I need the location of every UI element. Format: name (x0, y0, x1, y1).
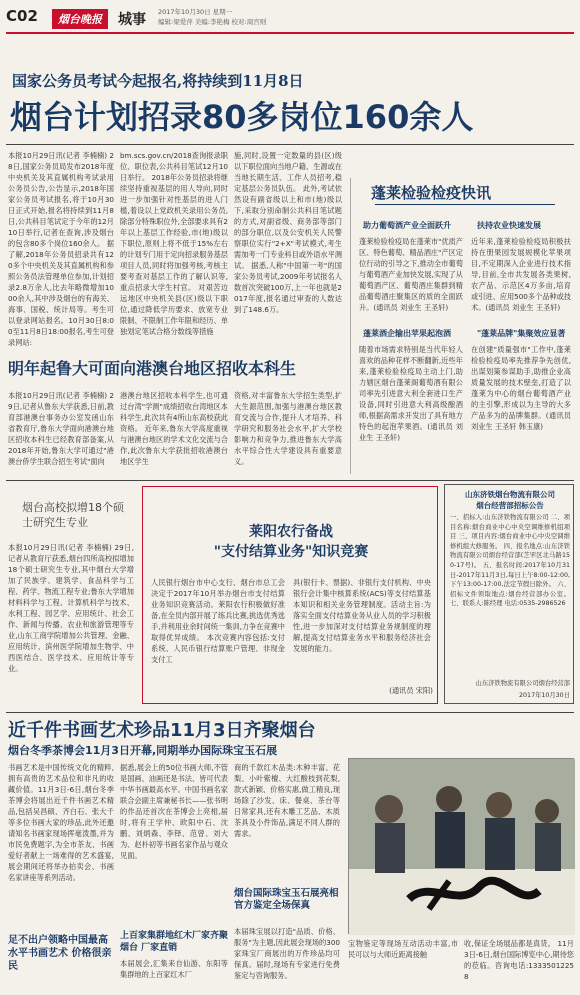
ocean-col-1: 本报10月29日讯(记者 李楠楠) 29日,记者从鲁东大学获悉,日前,教育部港澳台事务办公室发函山东省教育厅,鲁东大学面向港澳台地区招收本科生已经教育部备案,从2018年开始,鲁东大学可通过"港澳台侨学生联合招生考试"面向 (8, 391, 114, 466)
inspection-item1-body: 蓬莱检验检疫局在蓬莱市"优质产区、特色葡萄、精品酒庄"产区定位行动的引导之下,推动全市葡萄与葡萄酒产业加快发展,实现了从葡萄酒产区、葡萄酒庄集群到精品葡萄酒庄聚集区的质的全面跃升。(通讯员 刘业生 王圣轩) (359, 237, 463, 312)
ocean-col-3: 资格,对丰富鲁东大学招生类型,扩大生源范围,加强与港澳台地区教育交流与合作,提升人才培养、科学研究和服务社会水平,扩大学校影响力和竞争力,推进鲁东大学高水平综合性大学建设具有重要意义。 (234, 391, 342, 466)
photo-illustration (349, 759, 575, 935)
art-headline: 近千件书画艺术珍品11月3日齐聚烟台 (8, 720, 316, 741)
art-col-1: 书画艺术是中国传统文化的精粹,拥有高贵的艺术品位和非凡的收藏价值。11月3日-6日,烟台冬季茶博会将展出近千件书画艺术精品,包括吴昌硕、齐白石、张大千等多位书画大家的珍品,此外还邀请知名书画家现场挥毫泼墨,并为市民免费题字,为全市茶友、书画爱好者献上一场难得的艺术盛宴,展会期间还将举办拍卖会、书画名家讲座等系列活动。 (8, 763, 114, 882)
art-col3-sub: 烟台国际珠宝玉石展亮相 官方鉴定全场保真 (234, 888, 339, 911)
quiz-byline: (通讯员 宋阳) (389, 686, 433, 695)
quiz-col-1: 人民银行烟台市中心支行、烟台市总工会决定于2017年10月举办烟台市支付结算业务知识竞赛活动。莱阳农行积极做好准备,在全员内部开展了练兵比赛,挑选优秀选手,并利用业余时间统一集训,力争在竞赛中取得优异成绩。 本次竞赛内容包括:支付系统、人民币银行结算账户管理、非现金支付工 (151, 578, 285, 664)
postgrad-body: 本报10月29日讯(记者 李楠楠) 29日,记者从教育厅获悉,烟台四所高校拟增加18个硕士研究生专业,其中烟台大学增加了民族学、建筑学、食品科学与工程、药学、物流工程专业;鲁东大学增加材料科学与工程、计算机科学与技术、水利工程、园艺学、应用统计、社会工作、新闻与传播、农业和旅游管理等专业,山东工商学院增加公共管理、金融、应用统计、滨州医学院增加生物学、中西医结合、医学技术、应用统计等专业。 (8, 543, 134, 673)
newspaper-logo: 烟台晚报 (52, 9, 108, 29)
art-col2-sub: 上百家集群地红木厂家齐聚烟台 厂家直销 (120, 931, 229, 953)
inspection-item2-body: 近年来,蓬莱检验检疫局积极扶持在册果园发展规模化苹果项目,不定期深入企业进行技术指导,目前,全市共发展各类果树,农产品、示范区4万多亩,培育或引进、应用500多个品种或技术。(通讯员 刘业生 王圣轩) (471, 237, 571, 312)
ocean-col-2: 港澳台地区招收本科学生,也可通过台湾"学测"成绩招收台湾地区本科学生,此次共有4所山东高校获此资格。 近年来,鲁东大学高度重视与港澳台地区的学术文化交流与合作,此次鲁东大学获批招收港澳台地区学生 (120, 391, 228, 466)
postgrad-headline: 烟台高校拟增18个硕士研究生专业 (22, 501, 124, 529)
quiz-title-1: 莱阳农行备战 (249, 524, 333, 540)
art-col-3: 商的千款红木品类:木种丰富、花梨、小叶紫檀、大红酸枝到花梨,款式新颖、价格实惠,做工精良,现场除了沙发、床、餐桌、茶台等日常家具,还有木雕工艺品、木质茶具及小件饰品,满足不同人群的需求。 (234, 763, 340, 838)
inspection-title-rule (375, 204, 555, 205)
photo-caption: 宝物鉴定等现场互动活动丰富,市民可以与大师近距离接触 (348, 939, 458, 959)
header-date: 2017年10月30日 星期一 (158, 8, 233, 16)
inspection-title: 蓬莱检验检疫快讯 (371, 184, 492, 202)
art-col1-sub: 足不出户领略中国最高水平书画艺术 价格很亲民 (8, 935, 112, 972)
ocean-headline: 明年起鲁大可面向港澳台地区招收本科生 (8, 359, 297, 378)
notice-title: 山东济铁烟台物流有限公司 (465, 490, 555, 499)
inspection-item3-body: 随着市场需求特别是当代年轻人喜欢的品种花样不断翻新,近些年来,蓬莱检验检疫局主动上门,助力辖区烟台蓬莱阁葡萄酒有限公司率先引进意大利全套进口生产设备,同时引进意大利高级酿酒师,根据高需求开发出了具有地方特色的起泡苹果酒。(通讯员 刘业生 王圣轩) (359, 345, 463, 442)
page-number: C02 (6, 7, 38, 25)
inspection-box (350, 178, 572, 474)
civil-headline: 烟台计划招录80多岗位160余人 (10, 98, 474, 136)
civil-col-3: 施,同时,设置一定数量的县(区)级以下职位面向当地户籍、生源或在当地长期生活、工作人员招考,稳定基层公务员队伍。 此外,考试依然设有副省级以上和市(地)级以下,采取分别命制公共科目笔试题的方式,对副省级、商务部等部门的部分职位,以及公安机关人民警察职位实行"2+X"考试模式,考生需加考一门专业科目或外语水平测试。 据悉,人称"中国第一考"的国家公务员考试,2009年考试报名人数首次突破100万,上一年也就是2017年度,报名通过审查的人数达到了148.6万。 (234, 151, 342, 314)
inspection-item2-title: 扶持农业快速发展 (477, 221, 541, 230)
inspection-item4-title: "蓬莱品牌"集聚效应显著 (477, 329, 566, 338)
notice-date: 2017年10月30日 (519, 692, 570, 699)
header-staff: 编辑:梁爱萍 美编:李艳梅 校对:周宫则 (158, 18, 267, 26)
inspection-item4-body: 在创建"质量强市"工作中,蓬莱检验检疫局率先推荐争先创优,出谋划策参谋助手,助推企业高质量发展的技术壁垒,打造了以蓬莱为中心的烟台葡萄酒产业的主引擎,形成以为主导的大多产品多为的品牌集群。(通讯员 刘业生 王圣轩 韩玉康) (471, 345, 571, 431)
art-col-2: 据悉,展会上的50位书画大师,不管是国画、油画还是书法、皆可代表中华书画最高水平。中国书画名家联合会副主席兼秘书长——张书明的作品还首次在茶博会上亮相,届时,将有王学仲、欧阳中石、沈鹏、刘炳森、李铎、范曾、刘大为、赵朴初等书画名家作品与观众见面。 (120, 763, 228, 860)
inspection-item1-title: 助力葡萄酒产业全面跃升 (363, 221, 451, 230)
civil-col-2: bm.scs.gov.cn/2018查询报录职位、职位表,公共科目笔试12月10日举行。 2018年公务员招录将继续坚持重视基层的用人导向,同时进一步加强针对性基层的进人门槛,着设以上党政机关录用公务员,除部分特殊职位外,全部要求具有2年以上基层工作经验,市(地)级以下职位,原则上将不低于15%左右的计划专门用于定向招录服务基层项目人员,同时将加强考核,考核主要考查对基层工作的了解认识等,重点招录大学生村官。 对艰苦边远地区中央机关县(区)级以下职位,通过降低学历要求、放宽专业限制、不限制工作年限和经历、单独划定笔试合格分数线等措施 (120, 151, 228, 336)
lower-rule (6, 712, 574, 713)
notice-footer: 山东济铁物流有限公司烟台经营部 (475, 680, 570, 687)
art-col-4: 收,保证全场展品都是真货。 11月3日-6日,烟台国际博览中心,期待您的莅临。咨询电话:13335012258 (464, 939, 574, 981)
notice-title-2: 烟台经营部招标公告 (476, 501, 544, 510)
calligraphy-photo (348, 758, 574, 934)
tender-notice (444, 484, 574, 704)
quiz-col-2: 具(银行卡、票据)、非银行支付机构、中央银行会计集中核算系统(ACS)等支付结算基本知识和相关业务管理制度。活动主旨:为落实全面支付结算业务从业人员的学习积极性,进一步加深对支付结算业务规制度的理解,提高支付结算业务水平和服务经济社会发展的能力。 (293, 578, 431, 653)
art-col-3b: 本届珠宝展以打造"品质、价格、服务"为主题,因此展会现场的300家珠宝厂商展出的万件珍品均可保真。届时,现场有专家进行免费鉴定与咨询服务。 (234, 927, 340, 980)
mid-rule (6, 480, 574, 481)
quiz-title-2: "支付结算业务"知识竞赛 (213, 544, 369, 560)
civil-rule (6, 144, 574, 145)
civil-col-1: 本报10月29日讯(记者 李楠楠) 28日,国家公务员局发布2018年度中央机关及其直属机构考试录用公务员公告,公告显示,2018年国家公务员考试报名,将于10月30日正式开始,报名将持续到11月8日,公共科目笔试定于今年的12月10日举行,记者在查询,涉及烟台的包含80多个岗位160余人。 据了解,2018年公务员招录共有120多个中央机关及其直属机构和参照公务员法管理单位参加,计划招录2.8万余人,比去年略微增加1000余人,其中涉及烟台的有海关、海事、国税、统计局等。考生可以登录网站报名。10月30日8:00至11月8日18:00报名,考生可登录网站: (8, 151, 114, 347)
section-title: 城事 (118, 12, 146, 28)
quiz-box (142, 486, 438, 704)
notice-body: 一、招标人:山东济铁物流有限公司 二、项目名称:烟台商业中心中央空调维修机组项目 三、项目内容:烟台商业中心中央空调维修机组大修服务。 四、报名地点:山东济铁物流有限公司烟台经营部(芝罘区北马路150-17号)。 五、报名时间:2017年10月31日-2017年11月3日,每日上午8:00-12:00,下午13:00-17:00,法定节假日除外。 六、招标文件领取地点:烟台经营部办公室。 七、联系人:陈经理 电话:0535-2986526 (450, 514, 570, 608)
header-rule (6, 32, 574, 34)
art-subhead: 烟台冬季茶博会11月3日开幕,同期举办国际珠宝玉石展 (8, 744, 278, 757)
civil-kicker: 国家公务员考试今起报名,将持续到11月8日 (12, 72, 304, 90)
art-col-2b: 本届展会,汇集来自仙游、东阳等集群地的上百家红木厂 (120, 959, 228, 979)
inspection-item3-title: 蓬莱酒企输出苹果起泡酒 (363, 329, 451, 338)
